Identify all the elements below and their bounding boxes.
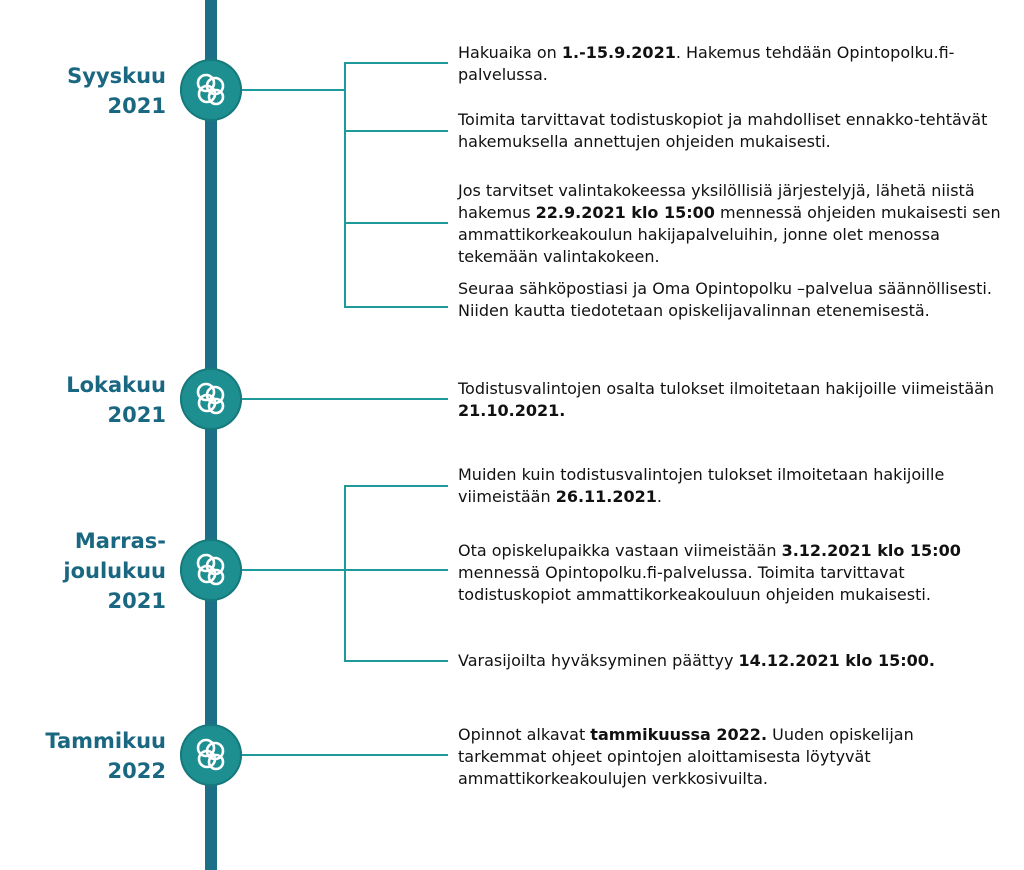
connector-horizontal bbox=[242, 398, 448, 400]
month-label-tammikuu bbox=[0, 726, 166, 786]
connector-horizontal bbox=[242, 89, 346, 91]
timeline-item-text: Toimita tarvittavat todistuskopiot ja mahdolliset ennakko-tehtävät hakemuksella annettujen ohjeiden mukaisesti. bbox=[458, 110, 988, 151]
timeline-node-icon bbox=[180, 724, 242, 786]
connector-vertical bbox=[344, 485, 346, 662]
connector-vertical bbox=[344, 62, 346, 308]
connector-branch bbox=[344, 306, 448, 308]
timeline-item-text: Hakuaika on 1.-15.9.2021. Hakemus tehdään Opintopolku.fi-palvelussa. bbox=[458, 43, 955, 84]
timeline-item-text: Opinnot alkavat tammikuussa 2022. Uuden opiskelijan tarkemmat ohjeet opintojen aloittamisesta löytyvät ammattikorkeakoulujen verkkosivuilta. bbox=[458, 725, 914, 788]
connector-branch bbox=[344, 485, 448, 487]
month-label-line: Lokakuu bbox=[66, 373, 166, 397]
month-label-line: Syyskuu bbox=[67, 64, 166, 88]
month-label-year: 2022 bbox=[107, 759, 166, 783]
timeline-item-text: Muiden kuin todistusvalintojen tulokset ilmoitetaan hakijoille viimeistään 26.11.2021. bbox=[458, 465, 945, 506]
connector-branch bbox=[344, 62, 448, 64]
month-label-year: 2021 bbox=[107, 94, 166, 118]
connector-branch bbox=[344, 130, 448, 132]
timeline-item-text: Varasijoilta hyväksyminen päättyy 14.12.2021 klo 15:00. bbox=[458, 651, 935, 670]
interlocking-loops-icon bbox=[180, 724, 242, 786]
timeline-item-text: Ota opiskelupaikka vastaan viimeistään 3.12.2021 klo 15:00 mennessä Opintopolku.fi-palvelussa. Toimita tarvittavat todistuskopiot ammattikorkeakouluun ohjeiden mukaisesti. bbox=[458, 541, 961, 604]
month-label-lokakuu bbox=[0, 370, 166, 430]
month-label-line: joulukuu bbox=[63, 559, 166, 583]
month-label-year: 2021 bbox=[107, 589, 166, 613]
connector-branch bbox=[344, 222, 448, 224]
timeline-node-icon bbox=[180, 539, 242, 601]
month-label-year: 2021 bbox=[107, 403, 166, 427]
timeline-item-text: Todistusvalintojen osalta tulokset ilmoitetaan hakijoille viimeistään 21.10.2021. bbox=[458, 379, 995, 420]
timeline-node-icon bbox=[180, 368, 242, 430]
interlocking-loops-icon bbox=[180, 59, 242, 121]
timeline-item-text: Jos tarvitset valintakokeessa yksilöllisiä järjestelyjä, lähetä niistä hakemus 22.9.2021 klo 15:00 mennessä ohjeiden mukaisesti sen ammattikorkeakoulun hakijapalveluihin, jonne olet menossa tekemään valintakokeen. bbox=[458, 181, 1001, 266]
connector-horizontal bbox=[242, 754, 448, 756]
connector-branch bbox=[344, 660, 448, 662]
interlocking-loops-icon bbox=[180, 539, 242, 601]
month-label-line: Marras- bbox=[74, 529, 166, 553]
timeline-item-text: Seuraa sähköpostiasi ja Oma Opintopolku –palvelua säännöllisesti. Niiden kautta tiedotetaan opiskelijavalinnan etenemisestä. bbox=[458, 279, 992, 320]
month-label-line: Tammikuu bbox=[45, 729, 166, 753]
timeline-node-icon bbox=[180, 59, 242, 121]
month-label-syyskuu bbox=[0, 61, 166, 121]
interlocking-loops-icon bbox=[180, 368, 242, 430]
month-label-marras-joulukuu bbox=[0, 526, 166, 616]
